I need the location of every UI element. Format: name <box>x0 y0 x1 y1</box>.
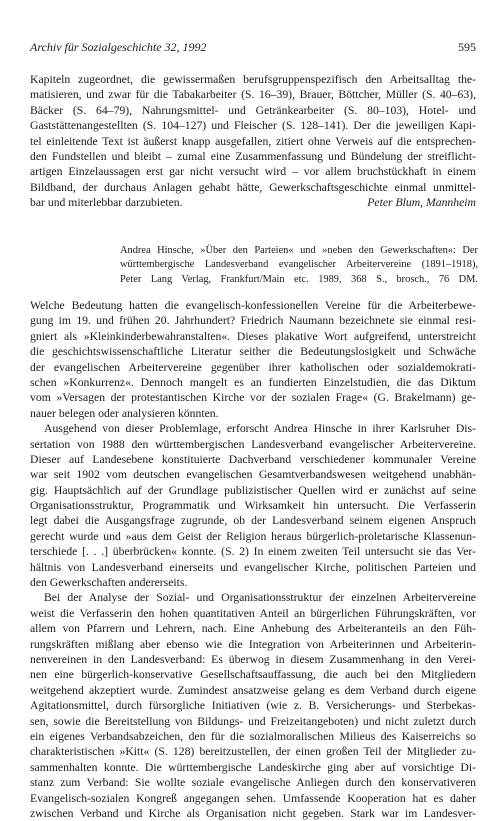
text-line: charakteristischen »Kitt« (S. 128) bereitzustellen, der einen großen Teil der Mitglieder zu- <box>30 745 476 759</box>
review-body <box>30 298 476 821</box>
text-line: zwischen Verband und Kirche als Organisation nicht gegeben. Stark war im Landesver- <box>30 806 476 820</box>
text-line: Kapiteln zugeordnet, die gewissermaßen berufsgruppenspezifisch den Arbeitsalltag the- <box>30 73 476 86</box>
citation-line: Peter Lang Verlag, Frankfurt/Main etc. 1989, 368 S., brosch., 76 DM. <box>120 273 478 285</box>
paragraph-first-line: Ausgehend von dieser Problemlage, erforscht Andrea Hinsche in ihrer Karlsruher Dis- <box>44 422 476 436</box>
text-line: ein eigenes Verbandsabzeichen, den für die sozialmoralischen Milieus des Kaiserreichs so <box>30 729 476 743</box>
text-line: weitgehend akzeptiert wurde. Zumindest ansatzweise gelang es dem Verband durch eigene <box>30 683 476 697</box>
text-line: die geschichtswissenschaftliche Literatur seither die Bedeutungslosigkeit und Schwäche <box>30 345 476 359</box>
text-line: Bäcker (S. 64–79), Nahrungsmittel- und Getränkearbeiter (S. 80–103), Hotel- und <box>30 103 476 117</box>
text-line: Bildband, der durchaus Anlagen gehabt hätte, Gewerkschaftsgeschichte einmal unmittel- <box>30 180 476 194</box>
text-line: vom »Versagen der protestantischen Kirche vor der sozialen Frage« (G. Brakelmann) ge- <box>30 391 476 405</box>
book-citation <box>120 244 478 287</box>
text-line: Agitationsmittel, durch fürsorgliche Initiativen (wie z. B. Versicherungs- und Sterbekas- <box>30 699 476 713</box>
text-line: nauer belegen oder analysieren könnten. <box>30 406 219 420</box>
text-line: den Fundstellen und bleibt – zumal eine Zusammenfassung und Bündelung der streiflicht- <box>30 149 476 163</box>
text-line: nenvereinen in den Landesverband: Es überwog in diesem Zusammenhang in den Verei- <box>30 652 476 666</box>
text-line: war seit 1902 vom deutschen evangelischen Gesamtverbandswesen weitgehend unabhän- <box>30 468 476 482</box>
paragraph-first-line: Bei der Analyse der Sozial- und Organisationsstruktur der einzelnen Arbeitervereine <box>44 591 476 605</box>
previous-review-ending <box>30 72 476 211</box>
text-line: der evangelischen Arbeitervereine gegenüber ihrer katholischen oder sozialdemokrati- <box>30 360 476 374</box>
reviewer-signature: Peter Blum, Mannheim <box>367 196 476 210</box>
text-line: gig. Hauptsächlich auf der Grundlage publizistischer Quellen wird er zunächst auf seine <box>30 483 476 497</box>
text-line: Evangelisch-sozialen Kongreß angegangen sehen. Umfassende Kooperation hat es daher <box>30 791 476 805</box>
text-line: allem von Pfarrern und Lehrern, nach. Eine Anhebung des Arbeiteranteils an den Füh- <box>30 622 476 636</box>
citation-line: Andrea Hinsche, »Über den Parteien« und »neben den Gewerkschaften«: Der <box>120 245 478 256</box>
text-line: Welche Bedeutung hatten die evangelisch-konfessionellen Vereine für die Arbeiterbewe- <box>30 299 476 312</box>
text-line-with-signature <box>30 195 476 210</box>
text-line: tel einleitende Text ist äußerst knapp ausgefallen, zitiert ohne Verweis auf die entsprechen- <box>30 134 476 148</box>
text-line: den Gewerkschaften andererseits. <box>30 576 188 590</box>
text-line: weist die Verfasserin den hohen quantitativen Anteil an bürgerlichen Führungskräften, vor <box>30 606 476 620</box>
text-line: gerecht wurde und »aus dem Geist der Religion heraus bürgerlich-proletarische Klassenun- <box>30 529 476 543</box>
text-line: sen, sowie die Bereitstellung von Bildungs- und Freizeitangeboten) und nicht zuletzt durch <box>30 714 476 728</box>
text-line: hältnis von Landesverband einerseits und evangelischer Kirche, politischen Parteien und <box>30 560 476 574</box>
text-line: nen eine bürgerlich-konservative Gesellschaftsauffassung, die auch bei den Mitgliedern <box>30 668 476 682</box>
text-line: schen »Konkurrenz«. Dennoch mangelt es an fundierten Einzelstudien, die das Diktum <box>30 375 476 389</box>
text-line: legt dabei die Ausgangsfrage zugrunde, ob der Landesverband seinem eigenen Anspruch <box>30 514 476 528</box>
text-line: stanz zum Verband: Sie wollte soziale evangelische Anliegen durch den konservativeren <box>30 776 476 790</box>
citation-line: württembergische Landesverband evangelischer Arbeitervereine (1891–1918), <box>120 259 478 271</box>
text-line: bar und miterlebbar darzubieten. <box>30 196 183 210</box>
running-head <box>30 40 476 56</box>
journal-title: Archiv für Sozialgeschichte 32, 1992 <box>30 40 207 54</box>
text-line: matisieren, und zwar für die Tabakarbeiter (S. 16–39), Brauer, Böttcher, Müller (S. 40–63), <box>30 88 476 102</box>
text-line: rungskräften mißlang aber ebenso wie die Integration von Arbeiterinnen und Arbeiterin- <box>30 637 476 651</box>
text-line: Dieser auf Landesebene konstituierte Dachverband verschiedener kommunaler Vereine <box>30 452 476 466</box>
text-line: sertation von 1988 den württembergischen Landesverband evangelischer Arbeitervereine. <box>30 437 476 451</box>
text-line: gung im 19. und frühen 20. Jahrhundert? Friedrich Naumann bezeichnete sie einmal resi- <box>30 314 476 328</box>
page-number: 595 <box>458 40 476 54</box>
text-line: Gaststättenangestellten (S. 104–127) und Fleischer (S. 128–141). Der die jeweiligen Kapi- <box>30 119 476 133</box>
text-line: terschiede [. . .] überbrücken« konnte. (S. 2) In einem zweiten Teil untersucht sie das Ver- <box>30 545 476 559</box>
text-line: sammenhalten konnte. Die württembergische Landeskirche ging aber auf vorsichtige Di- <box>30 760 476 774</box>
text-line: gniert als »Kleinkinderbewahranstalten«. Dieses plakative Wort aufgreifend, unterstreicht <box>30 329 476 343</box>
text-line: Organisationsstruktur, Programmatik und Wirksamkeit hin untersucht. Die Verfasserin <box>30 499 476 513</box>
text-line: artigen Einzelaussagen erst gar nicht versucht wird – vor allem bruchstückhaft in einem <box>30 165 476 179</box>
